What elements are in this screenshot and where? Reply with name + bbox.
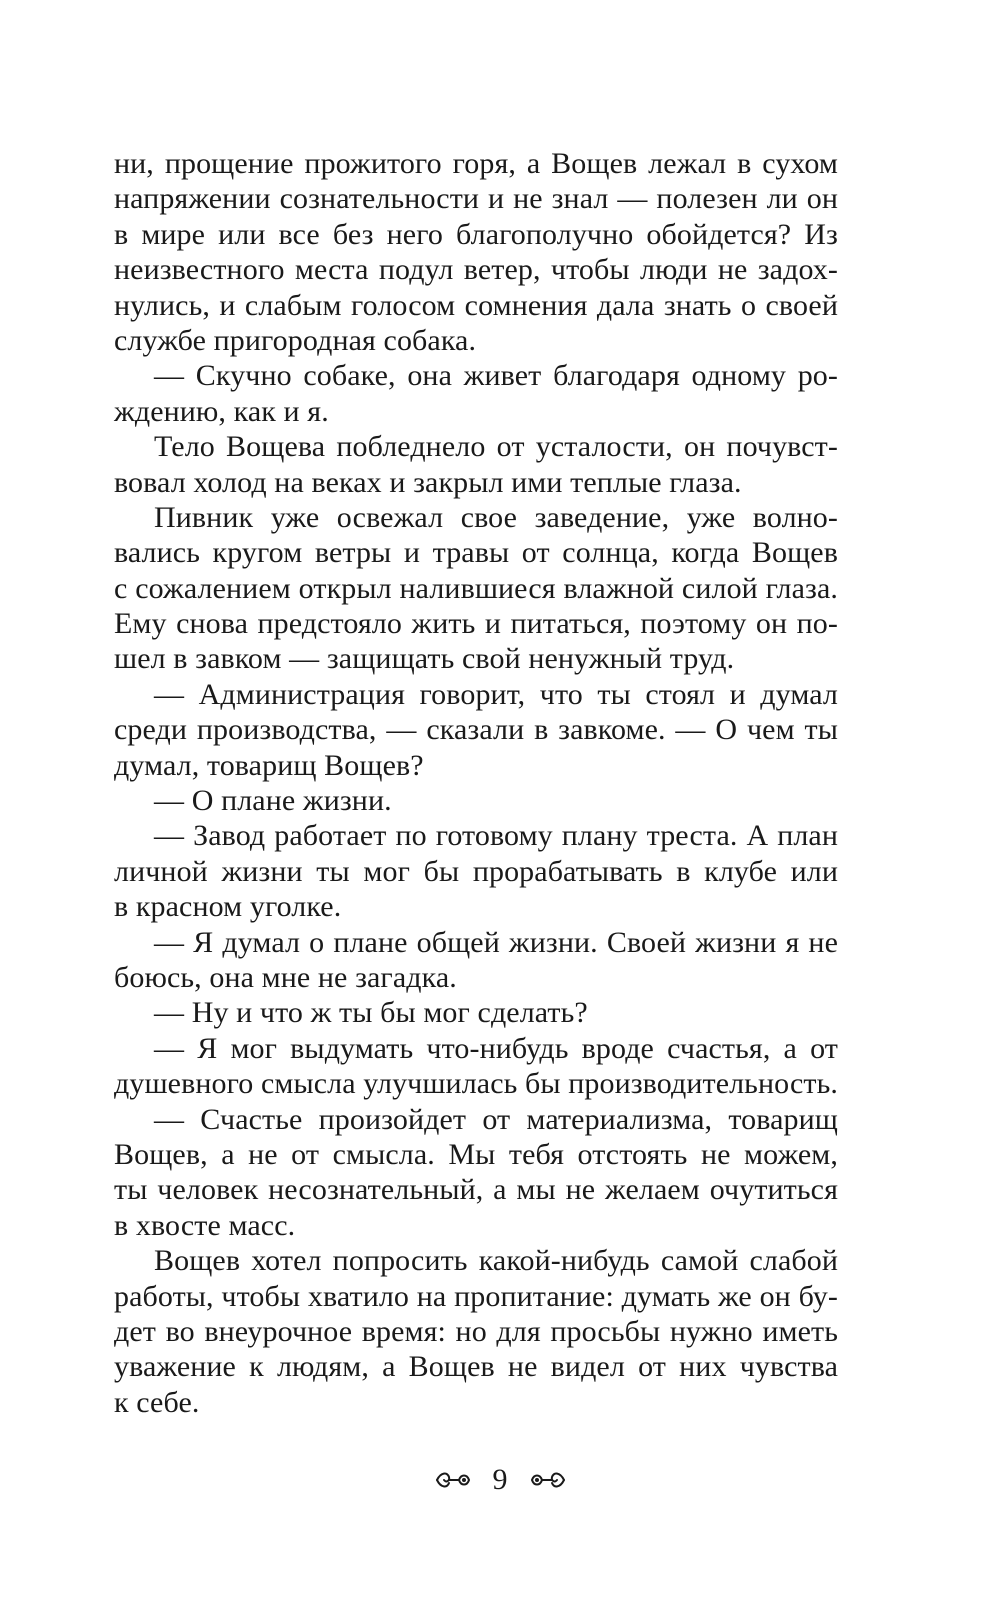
text-line: — Администрация говорит, что ты стоял и думал (154, 677, 838, 711)
text-line: шел в завком — защищать свой ненужный труд. (114, 642, 735, 676)
text-line: неизвестного места подул ветер, чтобы люди не задох- (114, 253, 838, 287)
flourish-right-icon (528, 1467, 568, 1493)
text-line: службе пригородная собака. (114, 323, 477, 357)
text-line: к себе. (114, 1385, 200, 1419)
text-line: Вощев, а не от смысла. Мы тебя отстоять не можем, (114, 1137, 838, 1171)
text-line: нулись, и слабым голосом сомнения дала знать о своей (114, 288, 838, 322)
text-line: ждению, как и я. (114, 394, 329, 428)
text-line: Тело Вощева побледнело от усталости, он почувст- (154, 430, 838, 464)
text-line: Ему снова предстояло жить и питаться, поэтому он по- (114, 607, 838, 641)
text-line: боюсь, она мне не загадка. (114, 960, 457, 994)
body-text (114, 146, 838, 1420)
text-line: дет во внеурочное время: но для просьбы нужно иметь (114, 1314, 838, 1348)
text-line: вались кругом ветры и травы от солнца, когда Вощев (114, 536, 838, 570)
page-number: 9 (492, 1463, 508, 1496)
text-line: личной жизни ты мог бы прорабатывать в клубе или (114, 854, 838, 888)
text-line: напряжении сознательности и не знал — полезен ли он (114, 182, 838, 216)
text-line: ты человек несознательный, а мы не желаем очутиться (114, 1173, 838, 1207)
text-line: душевного смысла улучшилась бы производительность. (114, 1067, 838, 1101)
text-line: уважение к людям, а Вощев не видел от них чувства (114, 1350, 838, 1384)
text-line: — Завод работает по готовому плану треста. А план (154, 819, 838, 853)
text-line: среди производства, — сказали в завкоме. — О чем ты (114, 713, 838, 747)
text-line: в хвосте масс. (114, 1208, 296, 1242)
text-line: — Счастье произойдет от материализма, товарищ (154, 1102, 838, 1136)
page-footer (0, 1460, 1000, 1500)
flourish-left-icon (433, 1467, 473, 1493)
text-line: — Скучно собаке, она живет благодаря одному ро- (154, 359, 838, 393)
text-line: — Я мог выдумать что-нибудь вроде счастья, а от (154, 1031, 838, 1065)
text-line: — О плане жизни. (154, 784, 392, 818)
text-line: Вощев хотел попросить какой-нибудь самой слабой (154, 1244, 838, 1278)
text-line: ни, прощение прожитого горя, а Вощев лежал в сухом (114, 147, 838, 180)
text-line: думал, товарищ Вощев? (114, 748, 424, 782)
text-line: с сожалением открыл налившиеся влажной силой глаза. (114, 571, 838, 605)
text-line: работы, чтобы хватило на пропитание: думать же он бу- (114, 1279, 838, 1313)
text-line: в красном уголке. (114, 890, 342, 924)
text-line: — Ну и что ж ты бы мог сделать? (154, 996, 588, 1030)
text-line: — Я думал о плане общей жизни. Своей жизни я не (154, 925, 838, 959)
text-line: в мире или все без него благополучно обойдется? Из (114, 217, 838, 251)
text-line: вовал холод на веках и закрыл ими теплые глаза. (114, 465, 742, 499)
text-line: Пивник уже освежал свое заведение, уже волно- (154, 500, 838, 534)
